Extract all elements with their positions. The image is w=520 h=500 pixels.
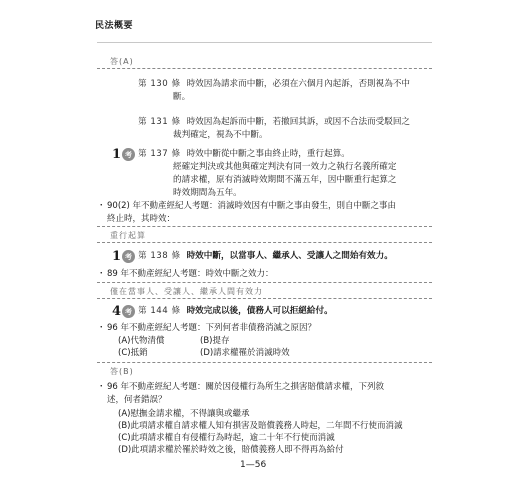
section-divider [97, 68, 432, 69]
question-text-continued: 述，何者錯誤？ [107, 395, 167, 405]
exam-question [97, 200, 428, 226]
article-text: 時效因為請求而中斷，必須在六個月內起訴，否則視為不中 [186, 79, 411, 89]
section-divider [97, 282, 432, 283]
article-144 [138, 305, 428, 318]
bullet-mark: ・ [97, 269, 106, 279]
answer-label: 答(A) [110, 57, 134, 66]
option-b: (B)此項請求權自請求權人知有損害及賠償義務人時起，二年間不行使而消滅 [118, 421, 403, 431]
section-divider [97, 226, 432, 227]
article-text: 時效因為起訴而中斷，若撤回其訴，或因不合法而受駁回之 [186, 117, 411, 127]
answer-label: 僅在當事人、受讓人、繼承人間有效力 [110, 287, 263, 296]
article-number: 第 144 條 [138, 306, 181, 316]
answer-options [118, 335, 320, 359]
article-number: 第 131 條 [138, 117, 181, 127]
question-text: 90(2) 年不動產經紀人考題：消滅時效因有中斷之事由發生，則自中斷之事由 [107, 201, 397, 211]
exam-count: 4 [112, 304, 122, 319]
option-a: (A)代物清償 [118, 336, 165, 346]
option-c: (C)抵銷 [118, 348, 148, 358]
exam-badge [112, 148, 135, 161]
article-number: 第 137 條 [138, 149, 181, 159]
exam-question [97, 322, 428, 335]
section-divider [97, 298, 432, 299]
answer-options [118, 408, 402, 456]
bullet-mark: ・ [97, 323, 106, 333]
exam-question [97, 381, 428, 407]
header-rule [97, 42, 432, 43]
article-text: 時效完成以後，債務人可以拒絕給付。 [186, 306, 333, 316]
article-number: 第 138 條 [138, 251, 181, 261]
question-text: 89 年不動產經紀人考題：時效中斷之效力： [107, 269, 274, 279]
bullet-mark: ・ [97, 382, 106, 392]
exam-count: 1 [112, 147, 122, 162]
answer-label: 答(B) [110, 367, 134, 376]
question-text: 96 年不動產經紀人考題：下列何者非債務消滅之原因？ [107, 323, 317, 333]
article-text-continued: 斷。 [173, 92, 191, 102]
article-number: 第 130 條 [138, 79, 181, 89]
exam-badge [112, 305, 135, 318]
article-text-continued: 經確定判決或其他與確定判決有同一效力之執行名義所確定 [173, 162, 397, 172]
exam-icon: 考 [122, 148, 135, 161]
option-d: (D)此項請求權於罹於時效之後，賠償義務人即不得再為給付 [118, 445, 344, 455]
article-text: 時效中斷，以當事人、繼承人、受讓人之間始有效力。 [186, 251, 393, 261]
option-d: (D)請求權罹於消滅時效 [200, 348, 290, 358]
section-divider [97, 242, 432, 243]
question-text: 96 年不動產經紀人考題：關於因侵權行為所生之損害賠償請求權，下列敘 [107, 382, 385, 392]
option-c: (C)此項請求權自有侵權行為時起，逾二十年不行使而消滅 [118, 433, 335, 443]
option-a: (A)慰撫金請求權，不得讓與或繼承 [118, 409, 250, 419]
option-b: (B)提存 [200, 336, 230, 346]
article-text-continued: 時效期間為五年。 [173, 188, 242, 198]
exam-icon: 考 [122, 250, 135, 263]
article-131 [138, 116, 428, 142]
exam-icon: 考 [122, 305, 135, 318]
article-text-continued: 裁判確定，視為不中斷。 [173, 130, 268, 140]
exam-badge [112, 250, 135, 263]
bullet-mark: ・ [97, 201, 106, 211]
article-text-continued: 的請求權，原有消滅時效期間不滿五年，因中斷重行起算之 [173, 175, 397, 185]
article-text: 時效中斷從中斷之事由終止時，重行起算。 [186, 149, 350, 159]
section-divider [97, 362, 432, 363]
exam-count: 1 [112, 249, 122, 264]
article-130 [138, 78, 428, 104]
article-137 [138, 148, 428, 200]
exam-question [97, 268, 428, 281]
question-text-continued: 終止時，其時效： [107, 214, 176, 224]
answer-label: 重行起算 [110, 231, 146, 240]
page-number: 1—56 [240, 460, 267, 470]
article-138 [138, 250, 428, 263]
running-header: 民法概要 [95, 21, 134, 31]
